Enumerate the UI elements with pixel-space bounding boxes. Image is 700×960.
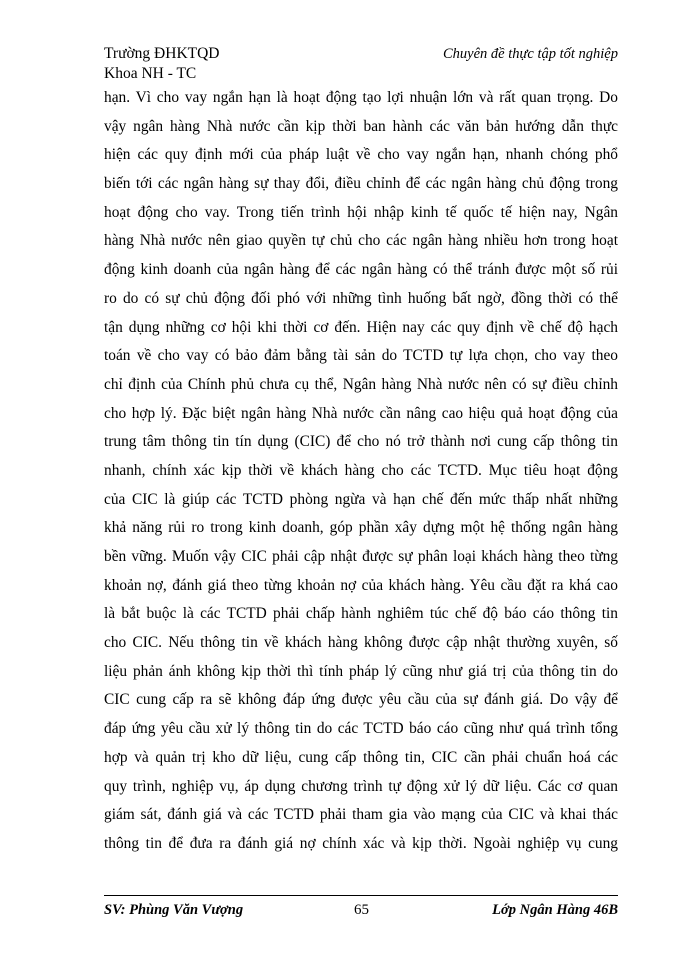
text-line: hàng Nhà nước nên giao quyền tự chủ cho các ngân hàng nhiều hơn trong hoạt (104, 232, 618, 250)
page-footer (104, 899, 618, 921)
text-line: đáp ứng yêu cầu xử lý thông tin do các TCTD báo cáo cũng như quá trình tổng (104, 720, 618, 738)
text-line: bền vững. Muốn vậy CIC phải cập nhật được sự phân loại khách hàng theo từng (104, 548, 618, 565)
page-header-left (104, 44, 220, 84)
text-line: nhanh, chính xác kịp thời về khách hàng cho các TCTD. Mục tiêu hoạt động (104, 461, 618, 479)
text-line: vậy ngân hàng Nhà nước cần kịp thời ban hành các văn bản hướng dẫn thực (104, 117, 618, 135)
body-paragraph (104, 84, 618, 859)
text-line: trung tâm thông tin tín dụng (CIC) để cho nó trở thành nơi cung cấp thông tin (104, 433, 618, 451)
text-line: ro do có sự chủ động đối phó với những tình huống bất ngờ, đồng thời có thể (104, 289, 618, 307)
text-line: liệu phản ánh không kịp thời thì tính pháp lý cũng như giá trị của thông tin do (104, 662, 618, 680)
student-name: SV: Phùng Văn Vượng (104, 902, 244, 918)
text-line: khoản nợ, đánh giá theo từng khoản nợ của khách hàng. Yêu cầu đặt ra khá cao (104, 576, 618, 594)
text-line: chỉ định của Chính phủ chưa cụ thể, Ngân hàng Nhà nước nên có sự điều chỉnh (104, 375, 618, 393)
text-line: động kinh doanh của ngân hàng để các ngân hàng có thể tránh được một số rủi (104, 261, 618, 279)
text-line: giám sát, đánh giá và các TCTD phải tham gia vào mạng của CIC và khai thác (104, 806, 618, 824)
text-line: CIC cung cấp ra sẽ không đáp ứng được yêu cầu của sự đánh giá. Do vậy để (104, 691, 618, 709)
text-line: khả năng rủi ro trong kinh doanh, góp phần xây dựng một hệ thống ngân hàng (104, 519, 618, 537)
text-line: hiện các quy định mới của pháp luật về cho vay ngắn hạn, nhanh chóng phổ (104, 146, 618, 164)
text-line: hoạt động cho vay. Trong tiến trình hội nhập kinh tế quốc tế hiện nay, Ngân (104, 203, 618, 221)
text-line: hạn. Vì cho vay ngắn hạn là hoạt động tạo lợi nhuận lớn và rất quan trọng. Do (104, 89, 618, 106)
text-line: cho hợp lý. Đặc biệt ngân hàng Nhà nước cần nâng cao hiệu quả hoạt động của (104, 404, 618, 422)
document-title: Chuyên đề thực tập tốt nghiệp (442, 46, 618, 62)
text-line: cho CIC. Nếu thông tin về khách hàng không được cập nhật thường xuyên, số (104, 634, 618, 652)
footer-divider (104, 895, 618, 896)
text-line: hợp và quản trị kho dữ liệu, cung cấp thông tin, CIC cần phải chuẩn hoá các (104, 748, 618, 766)
text-line: quy trình, nghiệp vụ, áp dụng chương trình tự động xử lý dữ liệu. Các cơ quan (104, 777, 618, 795)
text-line: là bắt buộc là các TCTD phải chấp hành nghiêm túc chế độ báo cáo thông tin (104, 605, 618, 623)
text-line: thông tin để đưa ra đánh giá nợ chính xác và kịp thời. Ngoài nghiệp vụ cung (104, 834, 618, 852)
text-line: toán về cho vay có bảo đảm bằng tài sản do TCTD tự lựa chọn, cho vay theo (104, 347, 618, 365)
text-line: của CIC là giúp các TCTD phòng ngừa và hạn chế đến mức thấp nhất những (104, 490, 618, 508)
text-line: tận dụng những cơ hội khi thời cơ đến. Hiện nay các quy định về chế độ hạch (104, 318, 618, 336)
faculty-name: Khoa NH - TC (104, 65, 197, 82)
text-line: biến tới các ngân hàng sự thay đổi, điều chỉnh để các ngân hàng chủ động trong (104, 175, 618, 193)
school-name: Trường ĐHKTQD (104, 45, 220, 62)
page-number: 65 (354, 902, 369, 918)
class-name: Lớp Ngân Hàng 46B (492, 902, 618, 918)
